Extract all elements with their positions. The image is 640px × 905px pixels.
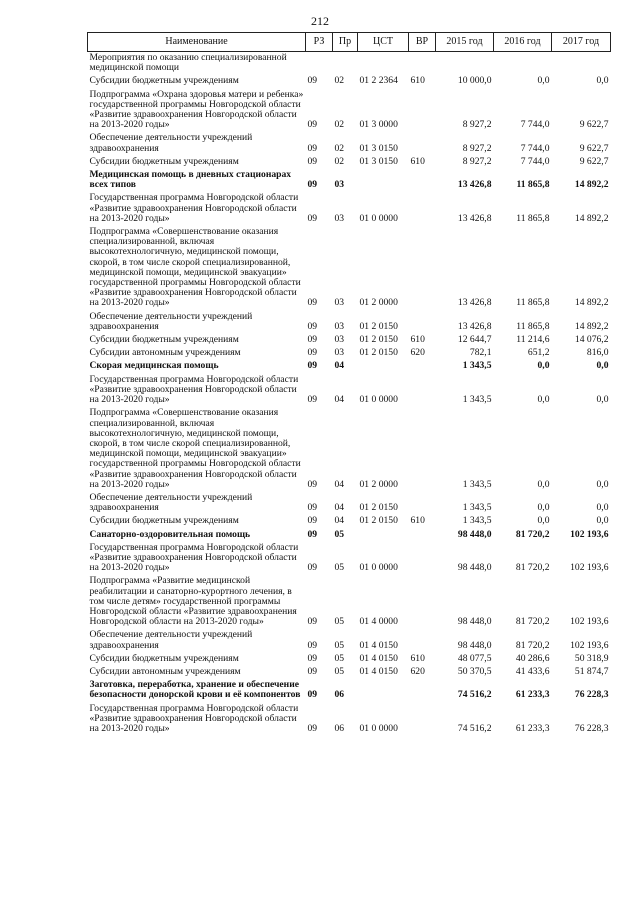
- row-rz: 09: [307, 639, 318, 651]
- row-vr: [409, 311, 436, 334]
- table-row: [88, 492, 611, 515]
- row-cst: 01 3 0150: [359, 155, 398, 167]
- row-vr: 610: [410, 75, 425, 87]
- row-value-2016: 40 286,6: [515, 652, 550, 664]
- row-vr: [409, 52, 436, 76]
- row-value-2017: 9 622,7: [579, 155, 609, 167]
- row-value-2015: 1 343,5: [462, 515, 492, 527]
- row-pr: 05: [334, 652, 345, 664]
- row-name: Субсидии бюджетным учреждениям: [89, 75, 239, 87]
- row-value-2017: 0,0: [596, 478, 609, 490]
- row-rz: 09: [307, 722, 318, 734]
- table-row: [88, 192, 611, 226]
- header-2017: 2017 год: [552, 33, 611, 52]
- header-2015: 2015 год: [436, 33, 494, 52]
- row-cst: 01 2 0150: [359, 334, 398, 346]
- row-cst: 01 3 0150: [359, 142, 398, 154]
- row-cst: 01 2 0000: [359, 297, 398, 309]
- row-name: Обеспечение деятельности учреждений здравоохранения: [89, 629, 253, 651]
- row-pr: 04: [334, 360, 345, 372]
- row-value-2015: 13 426,8: [457, 297, 492, 309]
- row-vr: 610: [410, 652, 425, 664]
- row-cst: [358, 169, 409, 192]
- row-value-2015: 782,1: [469, 347, 492, 359]
- row-vr: [409, 192, 436, 226]
- row-rz: 09: [307, 478, 318, 490]
- row-rz: 09: [307, 119, 318, 131]
- row-name: Мероприятия по оказанию специализированной медицинской помощи: [89, 52, 287, 74]
- row-rz: 09: [307, 528, 318, 540]
- row-value-2017: 14 892,2: [574, 179, 609, 191]
- row-name: Субсидии бюджетным учреждениям: [89, 334, 239, 346]
- row-value-2015: 12 644,7: [457, 334, 492, 346]
- row-vr: [409, 679, 436, 702]
- row-value-2017: 0,0: [596, 394, 609, 406]
- table-row: [88, 360, 611, 373]
- row-value-2015: 74 516,2: [457, 722, 492, 734]
- row-value-2016: 7 744,0: [520, 155, 550, 167]
- row-value-2016: 81 720,2: [515, 562, 550, 574]
- row-vr: 610: [410, 334, 425, 346]
- row-value-2017: [552, 52, 611, 76]
- row-name: Подпрограмма «Развитие медицинской реабилитации и санаторно-курортного лечения, в том числе детям» государственной программы Новгородской области «Развитие здравоохранения Новгородской области на 2013-2020 годы»: [89, 575, 297, 628]
- row-value-2016: 11 865,8: [516, 179, 550, 191]
- row-cst: [358, 679, 409, 702]
- table-row: [88, 334, 611, 347]
- row-pr: 03: [334, 334, 345, 346]
- row-name: Субсидии автономным учреждениям: [89, 665, 241, 677]
- row-value-2016: 0,0: [537, 394, 550, 406]
- row-name: Государственная программа Новгородской области «Развитие здравоохранения Новгородской области на 2013-2020 годы»: [89, 373, 299, 406]
- row-value-2016: 41 433,6: [515, 665, 550, 677]
- row-name: Государственная программа Новгородской области «Развитие здравоохранения Новгородской области на 2013-2020 годы»: [89, 192, 299, 224]
- row-value-2017: 9 622,7: [579, 142, 609, 154]
- row-value-2015: [436, 52, 494, 76]
- row-cst: 01 0 0000: [359, 394, 398, 406]
- row-cst: [358, 52, 409, 76]
- row-pr: [333, 52, 358, 76]
- row-vr: [409, 360, 436, 373]
- row-cst: [358, 529, 409, 542]
- row-name: Обеспечение деятельности учреждений здравоохранения: [89, 132, 253, 154]
- row-name: Субсидии бюджетным учреждениям: [89, 515, 239, 527]
- row-pr: 02: [334, 155, 345, 167]
- row-name: Скорая медицинская помощь: [89, 360, 219, 372]
- row-name: Субсидии автономным учреждениям: [89, 347, 241, 359]
- row-pr: 05: [334, 639, 345, 651]
- row-name: Подпрограмма «Совершенствование оказания специализированной, включая высокотехнологичную, медицинской помощи, скорой, в том числе скорой специализированной, медицинской помощи, медицинской эвакуации» государственной программы Новгородской области «Развитие здравоохранения Новгородской области на 2013-2020 годы»: [89, 226, 301, 309]
- table-row: [88, 89, 611, 133]
- row-vr: [409, 132, 436, 155]
- row-rz: 09: [307, 360, 318, 372]
- row-name: Подпрограмма «Совершенствование оказания специализированной, включая высокотехнологичную, медицинской помощи, скорой, в том числе скорой специализированной, медицинской помощи, медицинской эвакуации» государственной программы Новгородской области «Развитие здравоохранения Новгородской области на 2013-2020 годы»: [89, 407, 301, 490]
- row-value-2017: 76 228,3: [574, 689, 609, 701]
- table-row: [88, 374, 611, 408]
- row-value-2017: 9 622,7: [579, 119, 609, 131]
- row-vr: [409, 542, 436, 576]
- row-rz: 09: [307, 652, 318, 664]
- row-value-2015: 8 927,2: [462, 142, 492, 154]
- row-cst: 01 2 2364: [359, 75, 398, 87]
- row-name: Обеспечение деятельности учреждений здравоохранения: [89, 491, 253, 514]
- table-row: [88, 226, 611, 311]
- row-value-2015: 48 077,5: [457, 652, 492, 664]
- row-pr: 05: [334, 616, 345, 628]
- header-2016: 2016 год: [494, 33, 552, 52]
- row-cst: 01 0 0000: [359, 562, 398, 574]
- row-vr: [409, 89, 436, 133]
- row-vr: [409, 703, 436, 737]
- row-rz: 09: [307, 502, 318, 514]
- row-rz: 09: [307, 155, 318, 167]
- row-name: Государственная программа Новгородской области «Развитие здравоохранения Новгородской области на 2013-2020 годы»: [89, 541, 299, 574]
- row-value-2017: 102 193,6: [570, 639, 609, 651]
- table-row: [88, 653, 611, 666]
- row-cst: 01 2 0150: [359, 515, 398, 527]
- row-rz: [306, 52, 333, 76]
- row-pr: 02: [334, 75, 345, 87]
- row-pr: 02: [334, 119, 345, 131]
- table-row: [88, 515, 611, 528]
- row-vr: 610: [410, 155, 425, 167]
- row-rz: 09: [307, 347, 318, 359]
- row-pr: 02: [334, 142, 345, 154]
- row-value-2015: 13 426,8: [457, 179, 492, 191]
- budget-table: [87, 32, 611, 736]
- row-value-2016: 11 214,6: [516, 334, 550, 346]
- row-rz: 09: [307, 515, 318, 527]
- row-rz: 09: [307, 75, 318, 87]
- row-rz: 09: [307, 689, 318, 701]
- row-pr: 03: [334, 179, 345, 191]
- row-value-2015: 98 448,0: [457, 528, 492, 540]
- row-pr: 03: [334, 212, 345, 224]
- row-cst: 01 4 0150: [359, 639, 398, 651]
- row-pr: 05: [334, 562, 345, 574]
- row-value-2016: 0,0: [537, 502, 550, 514]
- row-value-2017: 14 892,2: [574, 320, 609, 332]
- table-row: [88, 629, 611, 652]
- row-vr: [409, 575, 436, 629]
- table-body: [88, 52, 611, 737]
- table-row: [88, 75, 611, 88]
- row-vr: [409, 492, 436, 515]
- row-value-2016: 0,0: [537, 75, 550, 87]
- row-name: Субсидии бюджетным учреждениям: [89, 155, 239, 167]
- header-vr: ВР: [409, 33, 436, 52]
- row-cst: 01 2 0150: [359, 502, 398, 514]
- row-pr: 04: [334, 515, 345, 527]
- row-value-2016: 81 720,2: [515, 616, 550, 628]
- row-value-2015: 13 426,8: [457, 320, 492, 332]
- header-pr: Пр: [333, 33, 358, 52]
- row-pr: 03: [334, 320, 345, 332]
- row-rz: 09: [307, 334, 318, 346]
- row-name: Обеспечение деятельности учреждений здравоохранения: [89, 310, 253, 332]
- header-rz: РЗ: [306, 33, 333, 52]
- row-name: Подпрограмма «Охрана здоровья матери и ребенка» государственной программы Новгородской области «Развитие здравоохранения Новгородской области на 2013-2020 годы»: [89, 88, 304, 131]
- table-row: [88, 311, 611, 334]
- row-value-2017: 102 193,6: [570, 616, 609, 628]
- row-value-2017: 0,0: [596, 502, 609, 514]
- row-value-2015: 1 343,5: [462, 394, 492, 406]
- row-value-2016: 81 720,2: [515, 528, 550, 540]
- page-number: 212: [311, 14, 329, 28]
- row-value-2017: 102 193,6: [570, 528, 609, 540]
- table-row: [88, 666, 611, 679]
- table-row: [88, 169, 611, 192]
- row-value-2016: 11 865,8: [516, 320, 550, 332]
- row-vr: [409, 169, 436, 192]
- row-value-2016: 0,0: [537, 515, 550, 527]
- row-cst: 01 3 0000: [359, 119, 398, 131]
- row-rz: 09: [307, 297, 318, 309]
- row-rz: 09: [307, 212, 318, 224]
- row-value-2015: 10 000,0: [457, 75, 492, 87]
- row-pr: 06: [334, 689, 345, 701]
- row-value-2017: 102 193,6: [570, 562, 609, 574]
- row-pr: 05: [334, 665, 345, 677]
- row-cst: 01 2 0150: [359, 347, 398, 359]
- row-vr: 610: [410, 515, 425, 527]
- row-value-2016: [494, 52, 552, 76]
- row-rz: 09: [307, 394, 318, 406]
- row-value-2017: 14 076,2: [574, 334, 609, 346]
- row-value-2017: 0,0: [596, 360, 609, 372]
- row-rz: 09: [307, 320, 318, 332]
- row-value-2015: 1 343,5: [462, 360, 492, 372]
- table-row: [88, 407, 611, 492]
- row-value-2017: 816,0: [586, 347, 609, 359]
- row-value-2016: 0,0: [537, 478, 550, 490]
- row-value-2015: 1 343,5: [462, 478, 492, 490]
- row-vr: [409, 374, 436, 408]
- row-value-2016: 61 233,3: [515, 722, 550, 734]
- row-value-2016: 11 865,8: [516, 297, 550, 309]
- row-cst: 01 4 0000: [359, 616, 398, 628]
- row-rz: 09: [307, 562, 318, 574]
- table-row: [88, 132, 611, 155]
- row-cst: [358, 360, 409, 373]
- row-value-2017: 0,0: [596, 75, 609, 87]
- row-cst: 01 2 0000: [359, 478, 398, 490]
- row-value-2017: 51 874,7: [574, 665, 609, 677]
- header-name: Наименование: [88, 33, 306, 52]
- row-pr: 05: [334, 528, 345, 540]
- row-value-2015: 50 370,5: [457, 665, 492, 677]
- row-name: Субсидии бюджетным учреждениям: [89, 652, 239, 664]
- row-rz: 09: [307, 616, 318, 628]
- row-pr: 06: [334, 722, 345, 734]
- table-row: [88, 542, 611, 576]
- row-value-2017: 0,0: [596, 515, 609, 527]
- row-name: Санаторно-оздоровительная помощь: [89, 528, 251, 540]
- table-row: [88, 679, 611, 702]
- row-cst: 01 0 0000: [359, 722, 398, 734]
- row-pr: 04: [334, 394, 345, 406]
- row-value-2017: 14 892,2: [574, 297, 609, 309]
- row-value-2015: 8 927,2: [462, 155, 492, 167]
- row-pr: 04: [334, 502, 345, 514]
- row-value-2015: 98 448,0: [457, 639, 492, 651]
- row-value-2016: 81 720,2: [515, 639, 550, 651]
- row-value-2015: 1 343,5: [462, 502, 492, 514]
- row-vr: 620: [410, 347, 425, 359]
- table-row: [88, 52, 611, 76]
- row-vr: [409, 407, 436, 492]
- row-value-2016: 61 233,3: [515, 689, 550, 701]
- row-rz: 09: [307, 179, 318, 191]
- row-cst: 01 2 0150: [359, 320, 398, 332]
- table-row: [88, 703, 611, 737]
- header-cst: ЦСТ: [358, 33, 409, 52]
- row-pr: 04: [334, 478, 345, 490]
- row-vr: 620: [410, 665, 425, 677]
- table-row: [88, 529, 611, 542]
- row-value-2015: 13 426,8: [457, 212, 492, 224]
- row-name: Заготовка, переработка, хранение и обеспечение безопасности донорской крови и её компонентов: [89, 679, 301, 701]
- row-vr: [409, 529, 436, 542]
- table-row: [88, 156, 611, 169]
- row-value-2015: 8 927,2: [462, 119, 492, 131]
- row-value-2016: 7 744,0: [520, 119, 550, 131]
- row-value-2017: 50 318,9: [574, 652, 609, 664]
- row-value-2016: 651,2: [527, 347, 550, 359]
- table-header: [88, 33, 611, 52]
- row-value-2016: 0,0: [537, 360, 550, 372]
- row-vr: [409, 629, 436, 652]
- row-rz: 09: [307, 142, 318, 154]
- row-pr: 03: [334, 297, 345, 309]
- row-value-2015: 98 448,0: [457, 562, 492, 574]
- row-name: Государственная программа Новгородской области «Развитие здравоохранения Новгородской области на 2013-2020 годы»: [89, 702, 299, 734]
- row-value-2016: 11 865,8: [516, 212, 550, 224]
- row-name: Медицинская помощь в дневных стационарах всех типов: [89, 169, 292, 191]
- row-vr: [409, 226, 436, 311]
- row-value-2017: 76 228,3: [574, 722, 609, 734]
- row-value-2017: 14 892,2: [574, 212, 609, 224]
- row-cst: 01 0 0000: [359, 212, 398, 224]
- row-value-2015: 98 448,0: [457, 616, 492, 628]
- row-cst: 01 4 0150: [359, 665, 398, 677]
- row-cst: 01 4 0150: [359, 652, 398, 664]
- row-pr: 03: [334, 347, 345, 359]
- row-value-2016: 7 744,0: [520, 142, 550, 154]
- row-rz: 09: [307, 665, 318, 677]
- table-row: [88, 347, 611, 360]
- row-value-2015: 74 516,2: [457, 689, 492, 701]
- table-row: [88, 575, 611, 629]
